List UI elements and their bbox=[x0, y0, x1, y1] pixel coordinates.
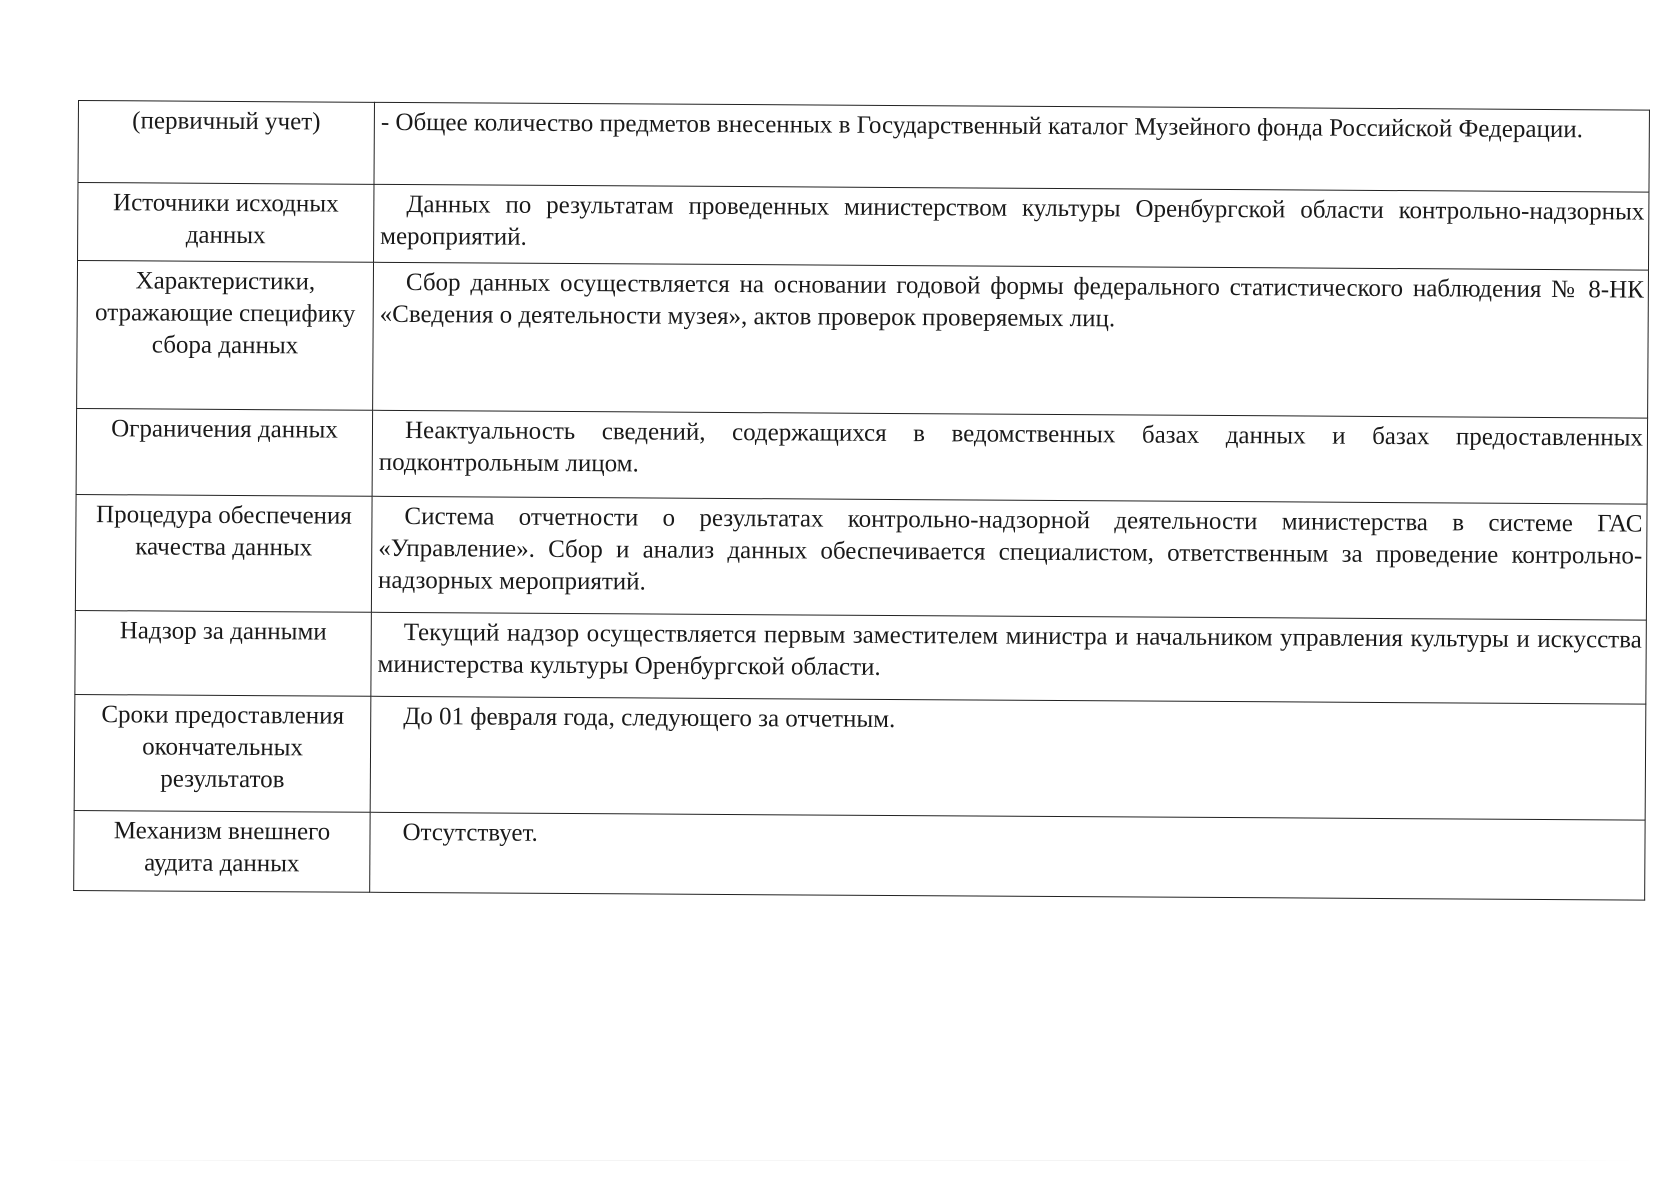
row-label-quality-procedure: Процедура обеспечения качества данных bbox=[75, 494, 372, 612]
table-row bbox=[78, 101, 1649, 193]
row-label-final-results-deadline: Сроки предоставления окончательных результатов bbox=[74, 694, 371, 812]
row-label-external-audit: Механизм внешнего аудита данных bbox=[74, 810, 370, 892]
row-content-external-audit bbox=[370, 812, 1645, 900]
table-row bbox=[78, 183, 1649, 271]
scan-artifact-line bbox=[40, 1160, 1640, 1161]
row-label-data-sources: Источники исходных данных bbox=[78, 183, 374, 263]
row-text: Система отчетности о результатах контрольно-надзорной деятельности министерства в системе ГАС «Управление». Сбор и анализ данных обеспечивается специалистом, ответственным за проведение контрольно-надзорных мероприятий. bbox=[377, 503, 1643, 596]
table-row bbox=[76, 408, 1647, 504]
table-row bbox=[75, 610, 1646, 704]
table-row bbox=[74, 810, 1645, 900]
row-label-data-limitations: Ограничения данных bbox=[76, 408, 373, 496]
table-row bbox=[75, 494, 1647, 620]
row-content-quality-procedure bbox=[371, 496, 1647, 620]
row-text: - Общее количество предметов внесенных в Государственный каталог Музейного фонда Российской Федерации. bbox=[380, 108, 1583, 144]
row-text: Сбор данных осуществляется на основании годовой формы федерального статистического наблюдения № 8-НК «Сведения о деятельности музея», актов проверок проверяемых лиц. bbox=[379, 269, 1644, 333]
row-content-primary-accounting bbox=[374, 102, 1649, 192]
indicator-metadata-table bbox=[73, 100, 1650, 901]
row-content-data-limitations bbox=[372, 410, 1648, 504]
row-text: До 01 февраля года, следующего за отчетным. bbox=[403, 702, 896, 734]
row-label-primary-accounting: (первичный учет) bbox=[78, 101, 374, 185]
row-text: Данных по результатам проведенных министерством культуры Оренбургской области контрольно-надзорных мероприятий. bbox=[380, 191, 1645, 251]
row-content-data-supervision bbox=[371, 612, 1646, 704]
table-row bbox=[77, 261, 1649, 419]
row-content-final-results-deadline bbox=[370, 696, 1646, 820]
row-text: Отсутствует. bbox=[402, 818, 538, 847]
row-text: Неактуальность сведений, содержащихся в ведомственных базах данных и базах предоставленных подконтрольным лицом. bbox=[378, 417, 1644, 478]
row-label-data-supervision: Надзор за данными bbox=[75, 610, 372, 696]
row-content-data-sources bbox=[374, 184, 1649, 270]
row-content-collection-specifics bbox=[373, 262, 1649, 418]
table-row bbox=[74, 694, 1646, 820]
row-text: Текущий надзор осуществляется первым заместителем министра и начальником управления культуры и искусства министерства культуры Оренбургской области. bbox=[377, 619, 1642, 681]
row-label-collection-specifics: Характеристики, отражающие специфику сбора данных bbox=[77, 261, 374, 411]
